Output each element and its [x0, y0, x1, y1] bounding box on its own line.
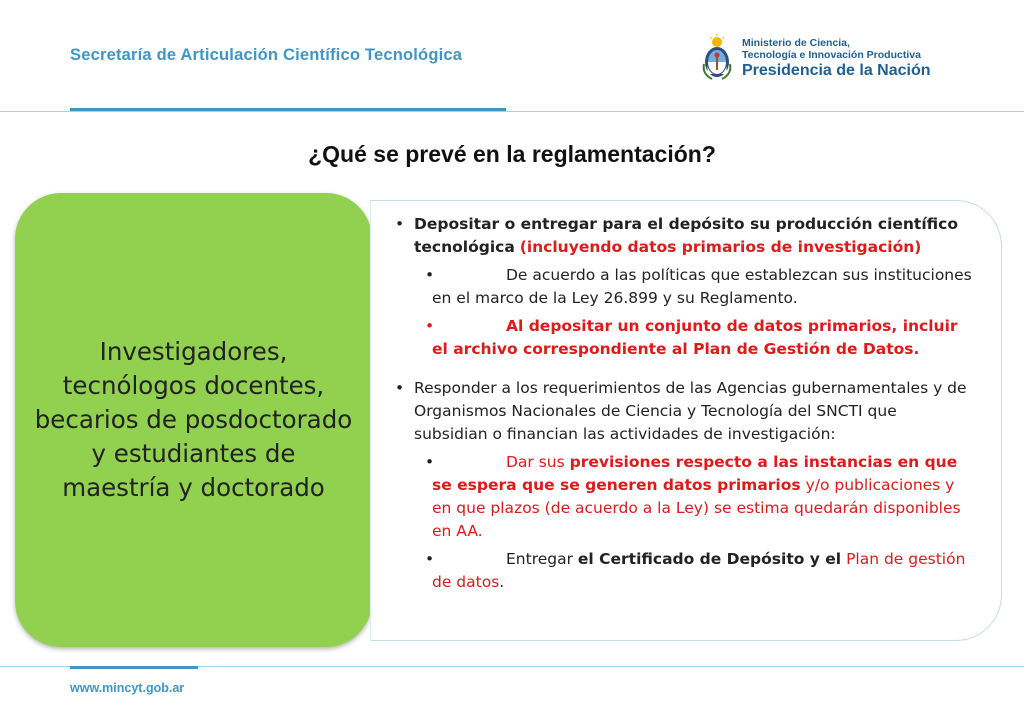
item-deposit-text: Depositar o entregar para el depósito su producción científico tecnológica — [414, 215, 958, 256]
header-divider — [0, 111, 1024, 112]
logo-line-presidency: Presidencia de la Nación — [742, 62, 931, 79]
subitem-forecast-rest: y/o publicaciones y en que plazos (de acuerdo a la Ley) se estima quedarán disponibles en AA. — [432, 476, 961, 540]
subitem-forecast-text: Dar sus — [506, 453, 565, 471]
item-deposit-highlight: (incluyendo datos primarios de investigación) — [519, 238, 922, 256]
bullet: • — [425, 317, 435, 335]
subitem-deliver-certificate: el Certificado de Depósito y el — [577, 550, 842, 568]
audience-box — [15, 193, 372, 647]
list-subitem — [395, 451, 975, 543]
bullet: • — [425, 550, 435, 568]
subitem-deliver-text: Entregar — [506, 550, 573, 568]
logo-line-tech: Tecnología e Innovación Productiva — [742, 49, 921, 61]
header-title: Secretaría de Articulación Científico Tecnológica — [70, 46, 463, 64]
subitem-policies-text: De acuerdo a las políticas que establezcan sus instituciones en el marco de la Ley 26.899 y su Reglamento. — [432, 266, 972, 307]
audience-text: Investigadores, tecnólogos docentes, becarios de posdoctorado y estudiantes de maestría y doctorado — [34, 337, 353, 502]
list-subitem — [395, 548, 975, 594]
list-item — [395, 213, 975, 259]
subitem-deliver-plan: Plan de gestión de datos — [432, 550, 966, 591]
footer-underline — [70, 666, 198, 669]
subitem-dataplan-text: Al depositar un conjunto de datos primarios, incluir el archivo correspondiente al Plan de Gestión de Datos. — [432, 317, 958, 358]
bullet: • — [425, 266, 435, 284]
ministry-logo — [700, 34, 970, 86]
subitem-deliver-period: . — [499, 573, 505, 591]
slide-title: ¿Qué se prevé en la reglamentación? — [308, 141, 716, 167]
bullet: • — [395, 379, 405, 397]
argentina-coat-of-arms-icon — [700, 34, 734, 82]
item-respond-text: Responder a los requerimientos de las Agencias gubernamentales y de Organismos Nacionales de Ciencia y Tecnología del SNCTI que subsidian o financian las actividades de investigación: — [414, 379, 967, 443]
list-subitem — [395, 315, 975, 361]
footer-url: www.mincyt.gob.ar — [70, 681, 185, 695]
bullet: • — [395, 215, 405, 233]
content-list — [395, 213, 975, 594]
bullet: • — [425, 453, 435, 471]
list-subitem — [395, 264, 975, 310]
logo-line-ministry: Ministerio de Ciencia, — [742, 37, 850, 49]
list-item — [395, 377, 975, 446]
subitem-forecast-highlight: previsiones respecto a las instancias en que se espera que se generen datos primarios — [432, 453, 958, 494]
